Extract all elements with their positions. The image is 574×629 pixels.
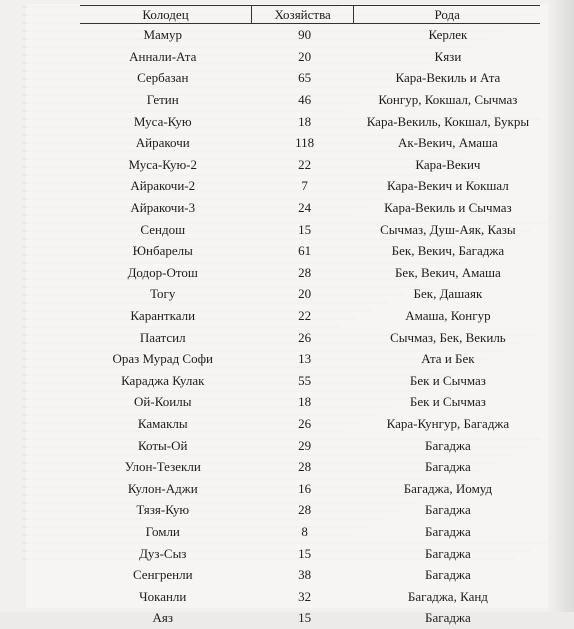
clans-cell: Бек, Векич, Амаша <box>394 264 501 280</box>
table-row <box>80 607 540 629</box>
households-cell: 24 <box>298 200 312 216</box>
households-cell: 8 <box>301 523 308 539</box>
households-cell: 55 <box>298 372 312 388</box>
table-row <box>80 564 540 586</box>
table-row <box>80 391 540 413</box>
well-cell: Камаклы <box>137 415 188 431</box>
well-cell: Улон-Тезекли <box>124 459 201 475</box>
table-row <box>80 262 540 284</box>
households-cell: 90 <box>298 27 312 43</box>
table-row <box>80 218 540 240</box>
table-row <box>80 197 540 219</box>
wells-table <box>80 5 540 629</box>
well-cell: Муса-Кую <box>133 113 192 129</box>
table-row <box>80 370 540 392</box>
well-cell: Дуз-Сыз <box>139 545 187 561</box>
clans-cell: Багаджа <box>425 545 471 561</box>
table-row <box>80 477 540 499</box>
table-row <box>80 326 540 348</box>
households-cell: 22 <box>298 156 312 172</box>
well-cell: Айракочи-3 <box>130 200 196 216</box>
table-row <box>80 499 540 521</box>
well-cell: Сербазан <box>137 70 189 86</box>
clans-cell: Багаджа, Иомуд <box>403 480 493 496</box>
households-cell: 13 <box>298 351 312 367</box>
well-cell: Кулон-Аджи <box>127 480 198 496</box>
well-cell: Гетин <box>146 92 179 108</box>
table-row <box>80 24 540 46</box>
households-cell: 118 <box>295 135 315 151</box>
clans-cell: Кара-Кунгур, Багаджа <box>386 415 510 431</box>
clans-cell: Багаджа <box>425 610 471 626</box>
well-cell: Тязя-Кую <box>136 502 190 518</box>
clans-cell: Амаша, Конгур <box>405 308 491 324</box>
households-cell: 38 <box>298 567 312 583</box>
clans-cell: Бек и Сычмаз <box>409 394 486 410</box>
well-cell: Чоканли <box>139 588 187 604</box>
households-cell: 20 <box>298 286 312 302</box>
header-households: Хозяйства <box>252 6 354 24</box>
clans-cell: Конгур, Кокшал, Сычмаз <box>378 92 518 108</box>
clans-cell: Бек и Сычмаз <box>409 372 486 388</box>
households-cell: 26 <box>298 415 312 431</box>
table-row <box>80 89 540 111</box>
header-well: Колодец <box>80 6 252 24</box>
well-cell: Сендош <box>140 221 186 237</box>
header-row <box>80 6 540 24</box>
header-clans: Рода <box>354 6 540 24</box>
table-row <box>80 305 540 327</box>
households-cell: 15 <box>298 545 312 561</box>
clans-cell: Бек, Векич, Багаджа <box>391 243 505 259</box>
clans-cell: Кара-Векиль и Ата <box>395 70 501 86</box>
clans-cell: Керлек <box>428 27 468 43</box>
households-cell: 22 <box>298 308 312 324</box>
well-cell: Аяз <box>152 610 173 626</box>
clans-cell: Багаджа <box>425 502 471 518</box>
table-row <box>80 154 540 176</box>
well-cell: Аннали-Ата <box>129 48 197 64</box>
well-cell: Гомли <box>145 523 180 539</box>
clans-cell: Бек, Дашаяк <box>413 286 483 302</box>
clans-cell: Сычмаз, Бек, Векиль <box>390 329 506 345</box>
clans-cell: Кара-Векич и Кокшал <box>387 178 509 194</box>
table-row <box>80 434 540 456</box>
households-cell: 15 <box>298 221 312 237</box>
well-cell: Айракочи <box>135 135 190 151</box>
clans-cell: Багаджа <box>425 567 471 583</box>
well-cell: Айракочи-2 <box>130 178 196 194</box>
page-edge-shadow <box>548 0 574 612</box>
well-cell: Паатсил <box>139 329 186 345</box>
households-cell: 18 <box>298 394 312 410</box>
clans-cell: Кара-Векиль, Кокшал, Букры <box>366 113 530 129</box>
households-cell: 65 <box>298 70 312 86</box>
table-row <box>80 67 540 89</box>
households-cell: 46 <box>298 92 312 108</box>
table-row <box>80 542 540 564</box>
well-cell: Мамур <box>143 27 183 43</box>
table-body <box>80 24 540 629</box>
clans-cell: Кара-Векиль и Сычмаз <box>384 200 512 216</box>
households-cell: 29 <box>298 437 312 453</box>
well-cell: Тогу <box>150 286 176 302</box>
table-header <box>80 6 540 24</box>
households-cell: 16 <box>298 480 312 496</box>
well-cell: Додор-Отош <box>127 264 198 280</box>
well-cell: Ораз Мурад Софи <box>112 351 213 367</box>
well-cell: Ой-Коилы <box>134 394 192 410</box>
clans-cell: Сычмаз, Душ-Аяк, Казы <box>380 221 516 237</box>
table-row <box>80 348 540 370</box>
table-row <box>80 585 540 607</box>
clans-cell: Кязи <box>434 48 462 64</box>
households-cell: 28 <box>298 459 312 475</box>
clans-cell: Багаджа <box>425 437 471 453</box>
households-cell: 26 <box>298 329 312 345</box>
households-cell: 28 <box>298 264 312 280</box>
households-cell: 28 <box>298 502 312 518</box>
table-row <box>80 110 540 132</box>
clans-cell: Ата и Бек <box>421 351 475 367</box>
clans-cell: Багаджа <box>425 523 471 539</box>
households-cell: 32 <box>298 588 312 604</box>
table-row <box>80 240 540 262</box>
well-cell: Юнбарелы <box>132 243 193 259</box>
well-cell: Коты-Ой <box>138 437 188 453</box>
households-cell: 61 <box>298 243 312 259</box>
households-cell: 15 <box>298 610 312 626</box>
clans-cell: Ак-Векич, Амаша <box>397 135 498 151</box>
table-row <box>80 283 540 305</box>
households-cell: 18 <box>298 113 312 129</box>
well-cell: Муса-Кую-2 <box>128 156 197 172</box>
clans-cell: Кара-Векич <box>415 156 481 172</box>
households-cell: 20 <box>298 48 312 64</box>
table-row <box>80 175 540 197</box>
well-cell: Сенгренли <box>132 567 193 583</box>
table-row <box>80 132 540 154</box>
well-cell: Караджа Кулак <box>121 372 205 388</box>
table-row <box>80 521 540 543</box>
households-cell: 7 <box>301 178 308 194</box>
well-cell: Каранткали <box>130 308 196 324</box>
table-row <box>80 456 540 478</box>
table-row <box>80 46 540 68</box>
clans-cell: Багаджа, Канд <box>407 588 488 604</box>
table-row <box>80 413 540 435</box>
clans-cell: Багаджа <box>425 459 471 475</box>
